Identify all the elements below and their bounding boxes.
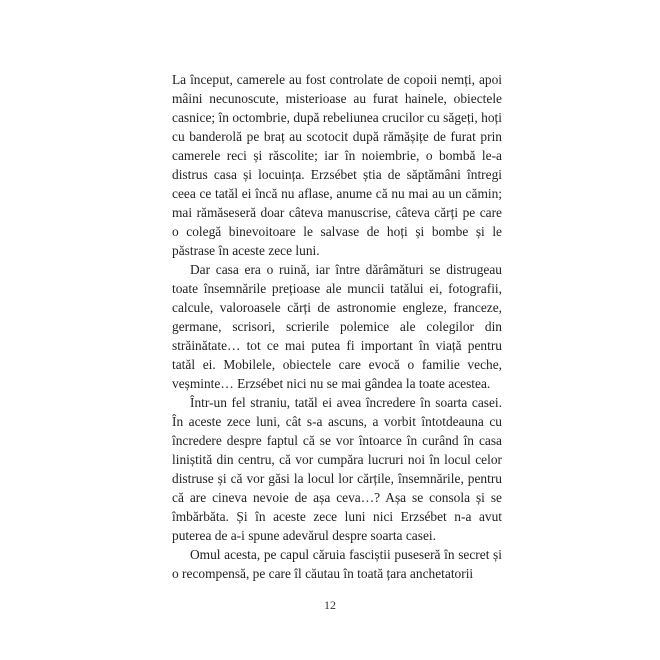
paragraph-3: Într-un fel straniu, tatăl ei avea încredere în soarta casei. În aceste zece luni, cât s-a ascuns, a vorbit întotdeauna cu încredere despre faptul că se vor întoarce în curând în casa liniștită din centru, că vor cumpăra lucruri noi în locul celor distruse și că vor găsi la locul lor cărțile, însemnările, pentru că are cineva nevoie de așa ceva…? Așa se consola și se îmbărbăta. Și în aceste zece luni nici Erzsébet n-a avut puterea de a-i spune adevărul despre soarta casei. [172,395,502,543]
paragraph-1: La început, camerele au fost controlate de copoii nemți, apoi mâini necunoscute, misterioase au furat hainele, obiectele casnice; în octombrie, după rebeliunea crucilor cu săgeți, hoți cu banderolă pe braț au scotocit după rămășițe de furat prin camerele reci și răscolite; iar în noiembrie, o bombă le-a distrus casa și locuința. Erzsébet știa de săptămâni întregi ceea ce tatăl ei încă nu aflase, anume că nu mai au un cămin; mai rămăseseră doar câteva manuscrise, câteva cărți pe care o colegă binevoitoare le salvase de hoți și bombe și le păstrase în aceste zece luni. [172,72,502,258]
page-number: 12 [324,598,336,612]
paragraph-4: Omul acesta, pe capul căruia fasciștii puseseră în secret și o recompensă, pe care îl căutau în toată țara anchetatorii [172,547,502,581]
body-text [172,70,502,583]
paragraph-2: Dar casa era o ruină, iar între dărâmături se distrugeau toate însemnările prețioase ale muncii tatălui ei, fotografii, calcule, valoroasele cărți de astronomie engleze, franceze, germane, scrisori, scrierile polemice ale colegilor din străinătate… tot ce mai putea fi important în viață pentru tatăl ei. Mobilele, obiectele care evocă o familie veche, veșminte… Erzsébet nici nu se mai gândea la toate acestea. [172,262,502,391]
